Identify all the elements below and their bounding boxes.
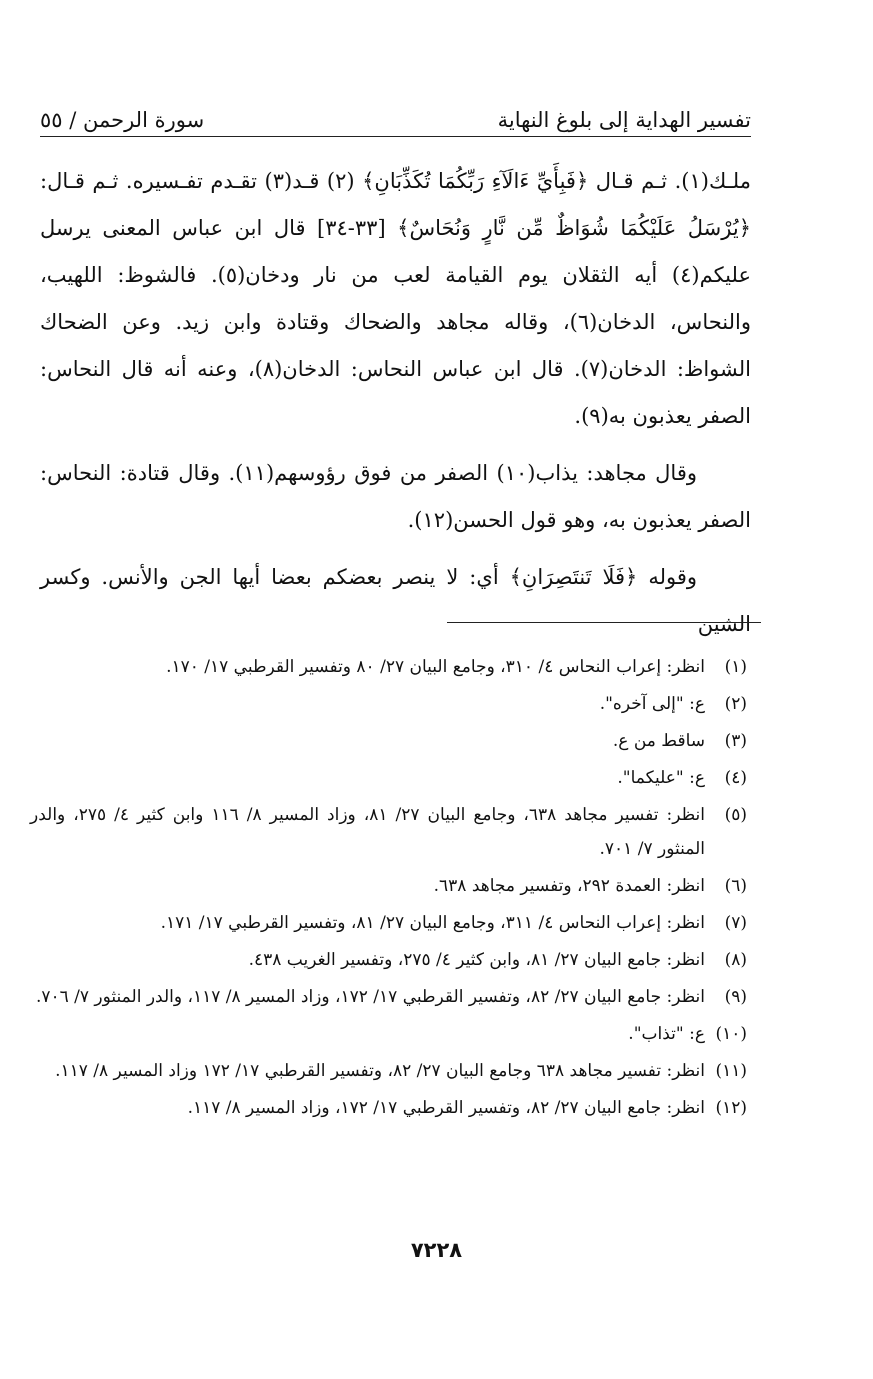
footnote-separator	[447, 622, 761, 623]
footnotes	[30, 650, 747, 1128]
footnote-text: انظر: إعراب النحاس ٤/ ٣١١، وجامع البيان ٢٧/ ٨١، وتفسير القرطبي ١٧/ ١٧١.	[160, 913, 705, 933]
footnote	[30, 980, 747, 1014]
footnote-number: (١)	[724, 657, 747, 677]
footnote-number: (٦)	[724, 876, 747, 896]
main-text	[40, 158, 751, 648]
footnote	[30, 943, 747, 977]
footnote-number: (١٢)	[715, 1098, 747, 1118]
footnote-text: انظر: جامع البيان ٢٧/ ٨٢، وتفسير القرطبي ١٧/ ١٧٢، وزاد المسير ٨/ ١١٧، والدر المنثور ٧/ ٧٠٦.	[35, 987, 705, 1007]
footnote-text: ع: "عليكما".	[617, 768, 705, 788]
paragraph: وقوله ﴿فَلَا تَنتَصِرَانِ﴾ أي: لا ينصر بعضكم بعضا أيها الجن والأنس. وكسر الشين	[40, 565, 751, 636]
footnote	[30, 761, 747, 795]
footnote-number: (٩)	[724, 987, 747, 1007]
footnote	[30, 724, 747, 758]
page-number: ٧٢٢٨	[410, 1238, 463, 1262]
footnote-text: ع: "إلى آخره".	[599, 694, 705, 714]
footnote-text: انظر: تفسير مجاهد ٦٣٨ وجامع البيان ٢٧/ ٨٢، وتفسير القرطبي ١٧/ ١٧٢ وزاد المسير ٨/ ١١٧.	[55, 1061, 705, 1081]
footnote	[30, 1017, 747, 1051]
footnote	[30, 687, 747, 721]
footnote-number: (١٠)	[715, 1024, 747, 1044]
book-title: تفسير الهداية إلى بلوغ النهاية	[497, 108, 751, 132]
footnote	[30, 1091, 747, 1125]
footnote	[30, 798, 747, 866]
running-header	[40, 92, 751, 137]
footnote-text: ساقط من ع.	[612, 731, 705, 751]
footnote-text: انظر: إعراب النحاس ٤/ ٣١٠، وجامع البيان ٢٧/ ٨٠ وتفسير القرطبي ١٧/ ١٧٠.	[166, 657, 705, 677]
footnote	[30, 650, 747, 684]
footnote-text: انظر: جامع البيان ٢٧/ ٨٢، وتفسير القرطبي ١٧/ ١٧٢، وزاد المسير ٨/ ١١٧.	[187, 1098, 705, 1118]
footnote-text: انظر: العمدة ٢٩٢، وتفسير مجاهد ٦٣٨.	[433, 876, 705, 896]
surah-label: سورة الرحمن / ٥٥	[40, 108, 205, 132]
footnote	[30, 869, 747, 903]
paragraph: وقال مجاهد: يذاب(١٠) الصفر من فوق رؤوسهم(١١). وقال قتادة: النحاس: الصفر يعذبون به، وهو قول الحسن(١٢).	[40, 461, 751, 532]
footnote-number: (٣)	[724, 731, 747, 751]
footnote-number: (١١)	[715, 1061, 747, 1081]
footnote-text: انظر: جامع البيان ٢٧/ ٨١، وابن كثير ٤/ ٢٧٥، وتفسير الغريب ٤٣٨.	[248, 950, 705, 970]
footnote-text: ع: "تذاب".	[628, 1024, 705, 1044]
footnote-number: (٥)	[724, 805, 747, 825]
footnote-number: (٤)	[724, 768, 747, 788]
footnote-number: (٧)	[724, 913, 747, 933]
footnote	[30, 1054, 747, 1088]
footnote-number: (٨)	[724, 950, 747, 970]
footnote-number: (٢)	[724, 694, 747, 714]
paragraph: ملـك(١). ثـم قـال ﴿فَبِأَيِّ ءَالَآءِ رَبِّكُمَا تُكَذِّبَانِ﴾ (٢) قـد(٣) تقـدم تفـسيره. ثـم قـال: ﴿يُرْسَلُ عَلَيْكُمَا شُوَاظٌ مِّن نَّارٍ وَنُحَاسٌ﴾ [٣٣-٣٤] قال ابن عباس المعنى يرسل عليكم(٤) أيه الثقلان يوم القيامة لعب من نار ودخان(٥). فالشوظ: اللهيب، والنحاس، الدخان(٦)، وقاله مجاهد والضحاك وقتادة وابن زيد. وعن الضحاك الشواظ: الدخان(٧). قال ابن عباس النحاس: الدخان(٨)، وعنه أنه قال النحاس: الصفر يعذبون به(٩).	[40, 169, 752, 428]
footnote	[30, 906, 747, 940]
footnote-text: انظر: تفسير مجاهد ٦٣٨، وجامع البيان ٢٧/ ٨١، وزاد المسير ٨/ ١١٦ وابن كثير ٤/ ٢٧٥، والدر المنثور ٧/ ٧٠١.	[30, 805, 705, 859]
